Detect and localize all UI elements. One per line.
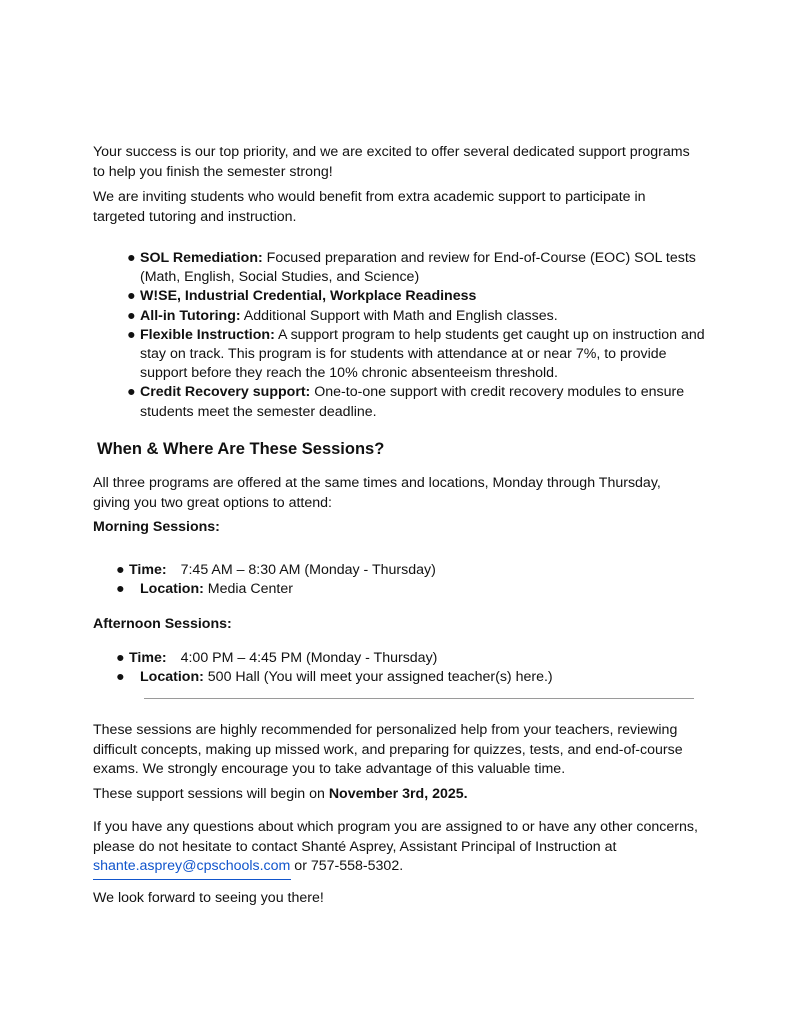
location-value: 500 Hall (You will meet your assigned teacher(s) here.) xyxy=(203,669,553,686)
location-label: Location: xyxy=(140,581,204,598)
program-item-wise xyxy=(116,287,706,306)
farewell-paragraph: We look forward to seeing you there! xyxy=(93,890,324,906)
program-list xyxy=(116,249,706,422)
recommend-paragraph: These sessions are highly recommended for personalized help from your teachers, reviewing difficult concepts, making up missed work, and preparing for quizzes, tests, and end-of-course exams. We strongly encourage you to take advantage of this valuable time. xyxy=(93,722,683,777)
program-desc: Additional Support with Math and English classes. xyxy=(240,307,558,324)
contact-prefix: If you have any questions about which program you are assigned to or have any other concerns, please do not hesitate to contact Shanté Asprey, Assistant Principal of Instruction at xyxy=(93,819,698,855)
afternoon-location xyxy=(116,668,553,687)
bullet-icon: ● xyxy=(116,581,125,598)
time-label: Time: xyxy=(129,650,167,666)
program-title: Flexible Instruction: xyxy=(140,326,275,343)
program-desc: Focused preparation and review for End-of-Course (EOC) SOL tests (Math, English, Social Studies, and Science) xyxy=(140,250,696,286)
program-title: All-in Tutoring: xyxy=(140,307,241,324)
bullet-icon: ● xyxy=(116,650,125,666)
begin-prefix: These support sessions will begin on xyxy=(93,786,329,802)
morning-sessions-label: Morning Sessions: xyxy=(93,519,220,535)
contact-paragraph xyxy=(93,818,698,877)
morning-sessions-list xyxy=(116,561,436,599)
program-item-credit-recovery xyxy=(116,383,706,421)
contact-suffix: or 757-558-5302. xyxy=(290,858,404,874)
program-title: W!SE, Industrial Credential, Workplace Readiness xyxy=(140,288,477,305)
program-item-flexible xyxy=(116,326,706,384)
bullet-icon: ● xyxy=(116,669,125,686)
bullet-icon: ● xyxy=(127,307,136,324)
program-title: SOL Remediation: xyxy=(140,250,263,266)
morning-time xyxy=(116,561,436,580)
bullet-icon: ● xyxy=(127,326,136,343)
sessions-intro: All three programs are offered at the same times and locations, Monday through Thursday, giving you two great options to attend: xyxy=(93,475,661,511)
afternoon-sessions-list xyxy=(116,649,553,687)
intro-paragraph-1: Your success is our top priority, and we are excited to offer several dedicated support programs to help you finish the semester strong! xyxy=(93,144,690,180)
program-item-tutoring xyxy=(116,307,706,326)
program-item-sol xyxy=(116,249,706,287)
program-desc: One-to-one support with credit recovery modules to ensure students meet the semester deadline. xyxy=(140,384,685,420)
horizontal-divider xyxy=(144,698,694,699)
morning-location xyxy=(116,580,436,599)
sessions-heading: When & Where Are These Sessions? xyxy=(97,440,385,458)
bullet-icon: ● xyxy=(116,562,125,578)
afternoon-sessions-label: Afternoon Sessions: xyxy=(93,616,232,632)
intro-paragraph-2: We are inviting students who would benefit from extra academic support to participate in targeted tutoring and instruction. xyxy=(93,189,646,225)
email-underline xyxy=(93,879,291,880)
begin-date-paragraph xyxy=(93,785,703,805)
time-label: Time: xyxy=(129,562,167,578)
contact-email-link[interactable]: shante.asprey@cpschools.com xyxy=(93,858,291,874)
time-value: 7:45 AM – 8:30 AM (Monday - Thursday) xyxy=(180,562,436,578)
bullet-icon: ● xyxy=(127,250,136,266)
bullet-icon: ● xyxy=(127,288,136,305)
begin-date: November 3rd, 2025. xyxy=(328,786,468,802)
program-desc: A support program to help students get caught up on instruction and stay on track. This program is for students with attendance at or near 7%, to provide support before they reach the 10% chronic absenteeism threshold. xyxy=(140,326,705,382)
location-label: Location: xyxy=(140,669,204,686)
bullet-icon: ● xyxy=(127,384,136,401)
location-value: Media Center xyxy=(203,581,293,598)
time-value: 4:00 PM – 4:45 PM (Monday - Thursday) xyxy=(180,650,438,666)
afternoon-time xyxy=(116,649,553,668)
program-title: Credit Recovery support: xyxy=(140,384,311,401)
